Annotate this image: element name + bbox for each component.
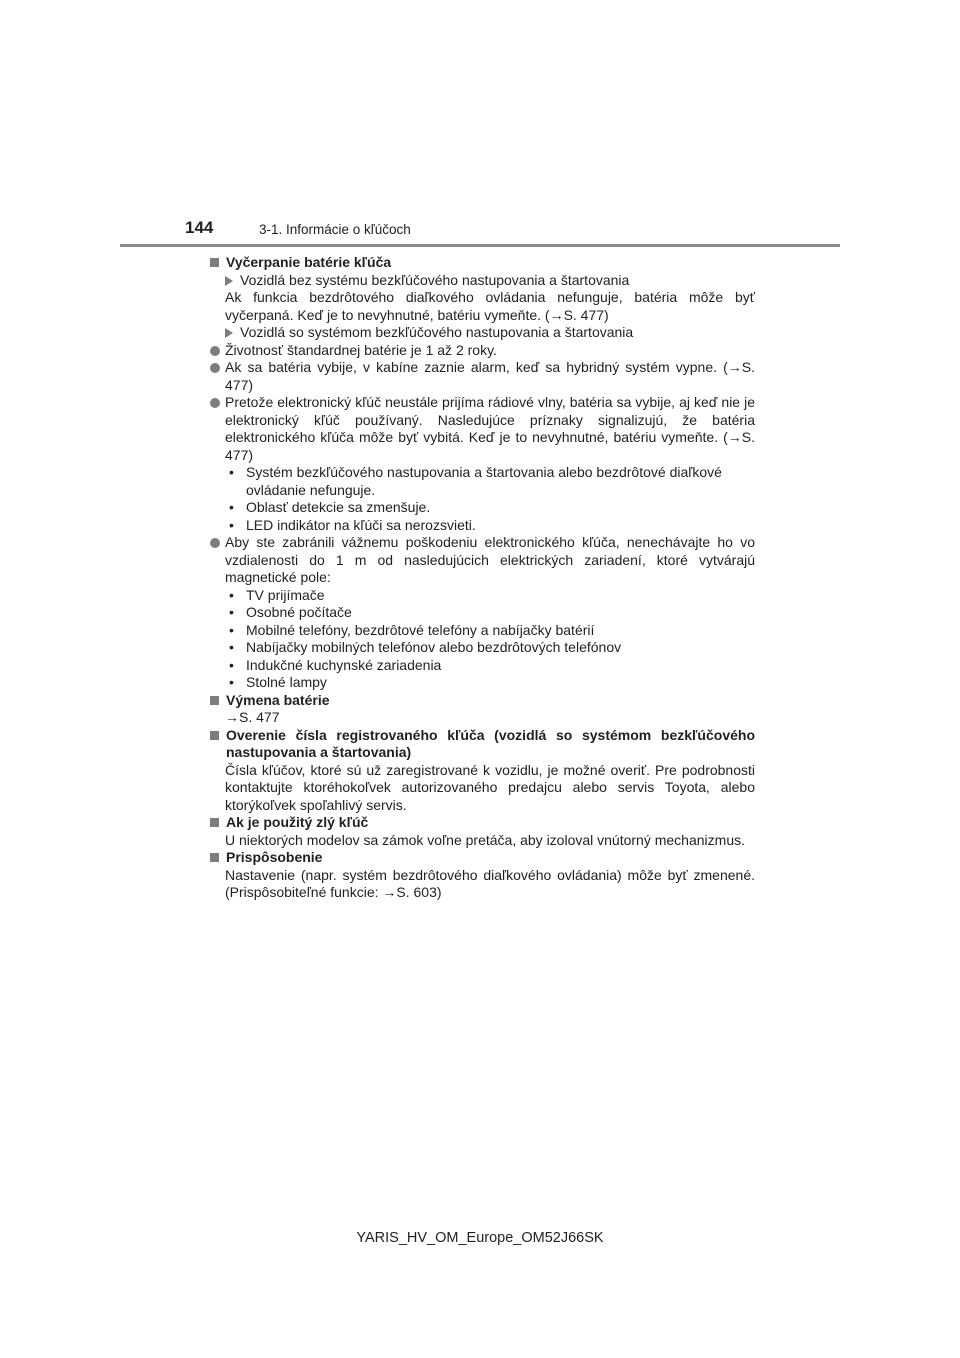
list-item: • Osobné počítače <box>229 604 352 620</box>
heading-key-number-check: Overenie čísla registrovaného kľúča (vozidlá so systémom bezkľúčového nastupovania a štartovania) <box>210 727 755 762</box>
heading-battery-replacement: Výmena batérie <box>210 692 755 710</box>
square-bullet-icon <box>210 258 219 267</box>
circle-bullet-icon <box>210 363 220 373</box>
square-bullet-icon <box>210 818 219 827</box>
circle-bullet-icon <box>210 398 220 408</box>
paragraph-remote-battery: Ak funkcia bezdrôtového diaľkového ovládania nefunguje, batéria môže byť vyčerpaná. Keď je to nevyhnutné, batériu vymeňte. (→S. 477) <box>225 289 755 323</box>
bullet-magnetic-fields: Aby ste zabránili vážnemu poškodeniu elektronického kľúča, nenechávajte ho vo vzdialenosti do 1 m od nasledujúcich elektrických zariadení, ktoré vytvárajú magnetické pole: <box>210 534 755 587</box>
list-item: • Mobilné telefóny, bezdrôtové telefóny a nabíjačky batérií <box>229 621 595 638</box>
page-content <box>210 254 755 902</box>
subheading-with-smart-entry: Vozidlá so systémom bezkľúčového nastupovania a štartovania <box>210 324 755 342</box>
circle-bullet-icon <box>210 538 220 548</box>
list-item: • LED indikátor na kľúči sa nerozsvieti. <box>229 516 476 533</box>
list-item: • Nabíjačky mobilných telefónov alebo bezdrôtových telefónov <box>229 639 622 655</box>
page-number: 144 <box>185 218 214 237</box>
bullet-radio-waves: Pretože elektronický kľúč neustále prijíma rádiové vlny, batéria sa vybije, aj keď nie je elektronický kľúč používaný. Nasledujúce príznaky signalizujú, že batéria elektronického kľúča môže byť vybitá. Keď je to nevyhnutné, batériu vymeňte. (→S. 477) <box>210 394 755 464</box>
triangle-bullet-icon <box>225 276 233 286</box>
square-bullet-icon <box>210 731 219 740</box>
bullet-alarm: Ak sa batéria vybije, v kabíne zaznie alarm, keď sa hybridný systém vypne. (→S. 477) <box>210 359 755 394</box>
paragraph-customization: Nastavenie (napr. systém bezdrôtového diaľkového ovládania) môže byť zmenené. (Prispôsobiteľné funkcie: →S. 603) <box>225 866 755 900</box>
triangle-bullet-icon <box>225 328 233 338</box>
list-item: • Indukčné kuchynské zariadenia <box>229 656 442 673</box>
list-item: • Oblasť detekcie sa zmenšuje. <box>229 499 431 515</box>
heading-wrong-key: Ak je použitý zlý kľúč <box>210 814 755 832</box>
header-rule <box>120 244 840 247</box>
paragraph-key-number: Čísla kľúčov, ktoré sú už zaregistrované k vozidlu, je možné overiť. Pre podrobnosti kontaktujte ktoréhokoľvek autorizovaného predajcu alebo servis Toyota, alebo ktorýkoľvek spoľahlivý servis. <box>225 761 755 813</box>
subheading-without-smart-entry: Vozidlá bez systému bezkľúčového nastupovania a štartovania <box>210 272 755 290</box>
bullet-battery-life: Životnosť štandardnej batérie je 1 až 2 roky. <box>210 342 755 360</box>
list-item: • Systém bezkľúčového nastupovania a štartovania alebo bezdrôtové diaľkové ovládanie nefunguje. <box>229 464 722 498</box>
section-title: 3-1. Informácie o kľúčoch <box>259 222 411 237</box>
square-bullet-icon <box>210 696 219 705</box>
heading-customization: Prispôsobenie <box>210 849 755 867</box>
list-item: • TV prijímače <box>229 586 325 603</box>
heading-battery-depletion: Vyčerpanie batérie kľúča <box>210 254 755 272</box>
document-id: YARIS_HV_OM_Europe_OM52J66SK <box>356 1230 604 1246</box>
circle-bullet-icon <box>210 346 220 356</box>
square-bullet-icon <box>210 853 219 862</box>
list-item: • Stolné lampy <box>229 674 327 690</box>
paragraph-wrong-key: U niektorých modelov sa zámok voľne pretáča, aby izoloval vnútorný mechanizmus. <box>225 831 745 848</box>
paragraph-replacement-ref: →S. 477 <box>225 709 280 725</box>
